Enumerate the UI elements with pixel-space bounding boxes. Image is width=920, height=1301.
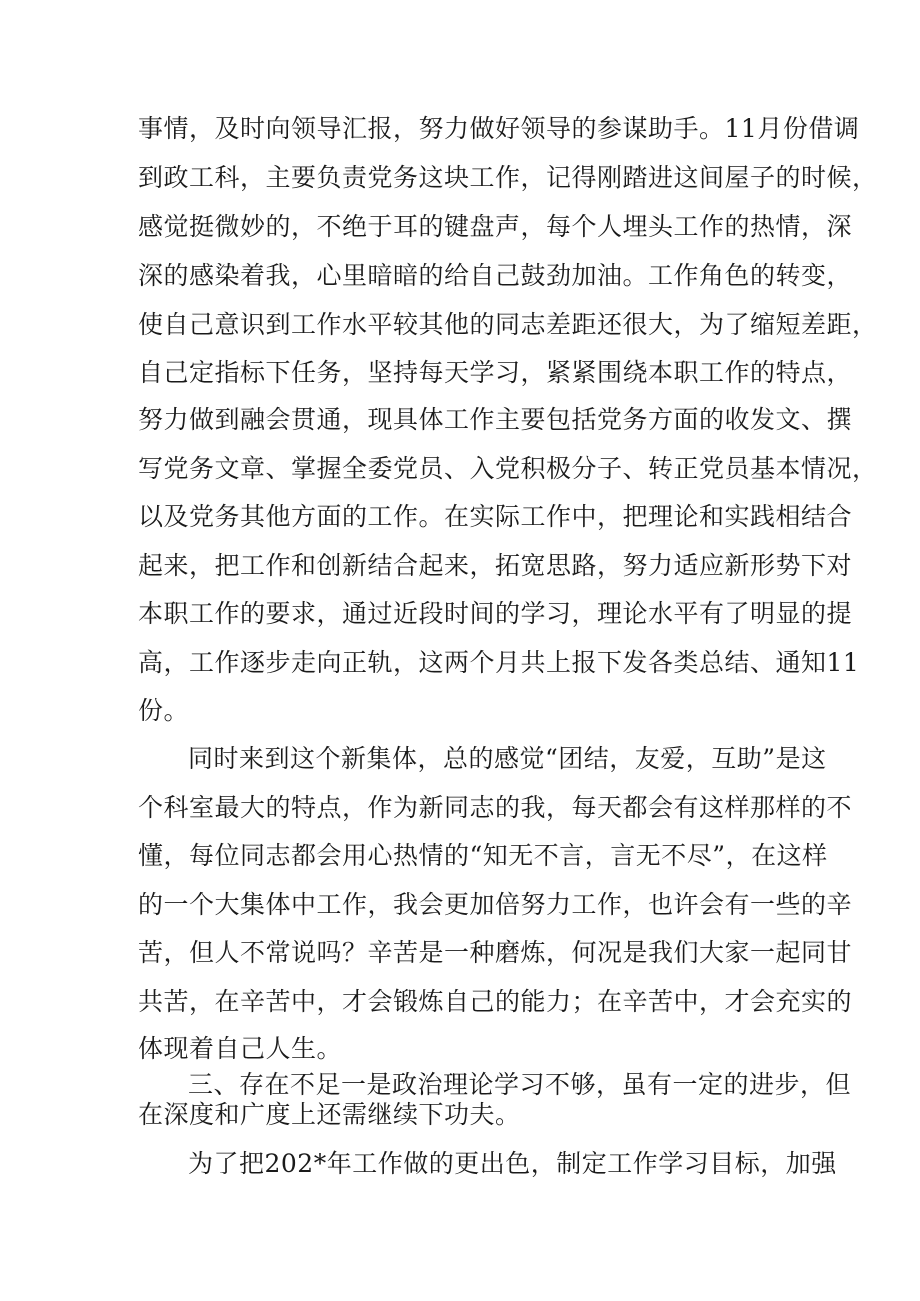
paragraph-4-line-1: 为了把202*年工作做的更出色，制定工作学习目标，加强 — [188, 1149, 837, 1178]
paragraph-1-line-4: 深的感染着我，心里暗暗的给自己鼓劲加油。工作角色的转变， — [138, 261, 853, 290]
paragraph-1-line-2: 到政工科，主要负责党务这块工作，记得刚踏进这间屋子的时候， — [138, 163, 878, 192]
paragraph-1-line-13: 份。 — [138, 696, 190, 725]
paragraph-1-line-11: 本职工作的要求，通过近段时间的学习，理论水平有了明显的提 — [138, 599, 853, 628]
paragraph-3-line-1: 三、存在不足一是政治理论学习不够，虽有一定的进步，但 — [188, 1070, 852, 1099]
paragraph-1-line-12: 高，工作逐步走向正轨，这两个月共上报下发各类总结、通知11 — [138, 648, 860, 677]
paragraph-2-line-4: 的一个大集体中工作，我会更加倍努力工作，也许会有一些的辛 — [138, 890, 853, 919]
paragraph-1-line-3: 感觉挺微妙的，不绝于耳的键盘声，每个人埋头工作的热情，深 — [138, 212, 853, 241]
paragraph-1-line-1: 事情，及时向领导汇报，努力做好领导的参谋助手。11月份借调 — [138, 114, 860, 143]
paragraph-2-line-3: 懂，每位同志都会用心热情的“知无不言，言无不尽”，在这样 — [138, 841, 828, 870]
paragraph-1-line-8: 写党务文章、掌握全委党员、入党积极分子、转正党员基本情况， — [138, 454, 878, 483]
paragraph-2-line-1: 同时来到这个新集体，总的感觉“团结，友爱，互助”是这 — [188, 744, 827, 773]
paragraph-1-line-9: 以及党务其他方面的工作。在实际工作中，把理论和实践相结合 — [138, 502, 853, 531]
paragraph-1-line-7: 努力做到融会贯通，现具体工作主要包括党务方面的收发文、撰 — [138, 405, 853, 434]
paragraph-2-line-2: 个科室最大的特点，作为新同志的我，每天都会有这样那样的不 — [138, 793, 853, 822]
paragraph-2-line-7: 体现着自己人生。 — [138, 1034, 343, 1063]
paragraph-1-line-10: 起来，把工作和创新结合起来，拓宽思路，努力适应新形势下对 — [138, 551, 853, 580]
paragraph-1-line-5: 使自己意识到工作水平较其他的同志差距还很大，为了缩短差距， — [138, 310, 878, 339]
paragraph-1-line-6: 自己定指标下任务，坚持每天学习，紧紧围绕本职工作的特点， — [138, 358, 853, 387]
paragraph-3-line-2: 在深度和广度上还需继续下功夫。 — [138, 1100, 521, 1129]
paragraph-2-line-5: 苦，但人不常说吗？辛苦是一种磨炼，何况是我们大家一起同甘 — [138, 938, 853, 967]
paragraph-2-line-6: 共苦，在辛苦中，才会锻炼自己的能力；在辛苦中，才会充实的 — [138, 987, 853, 1016]
